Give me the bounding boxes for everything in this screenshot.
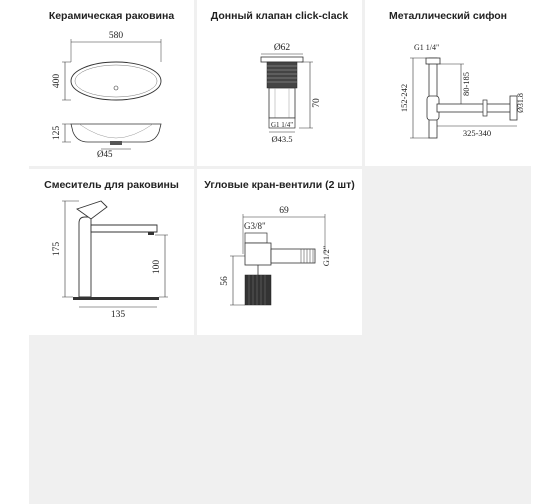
card-title: Угловые кран-вентили (2 шт)	[204, 179, 355, 191]
dim-bottom-diameter: Ø43.5	[271, 134, 293, 144]
card-title: Металлический сифон	[388, 10, 508, 22]
siphon-drawing	[365, 0, 531, 166]
spec-grid	[29, 0, 531, 504]
dim-height: 56	[220, 276, 230, 286]
dim-inlet-thread: G3/8"	[244, 221, 266, 231]
dim-total-height: 175	[52, 241, 62, 257]
dim-outlet-thread: G1/2"	[321, 245, 331, 267]
dim-top-diameter: Ø62	[273, 43, 291, 53]
angle-valve-drawing	[197, 169, 362, 335]
card-title: Керамическая раковина	[48, 10, 175, 22]
dim-height: 70	[312, 98, 322, 108]
valve-drawing	[197, 0, 362, 166]
card-title: Донный клапан click-clack	[210, 10, 349, 22]
mixer-drawing	[29, 169, 194, 335]
dim-reach-range: 325-340	[462, 128, 492, 138]
card-metal-siphon	[365, 0, 531, 166]
dim-depth: 400	[52, 73, 62, 89]
dim-pipe-diameter: Ø31.8	[516, 93, 525, 113]
dim-spout-height: 100	[152, 259, 162, 275]
dim-length: 69	[279, 206, 289, 216]
dim-drain: Ø45	[97, 149, 113, 159]
card-basin-mixer	[29, 169, 194, 335]
sink-drawing	[29, 0, 194, 166]
dim-height-range: 152-242	[399, 83, 409, 113]
card-title: Смеситель для раковины	[44, 179, 179, 191]
dim-width: 580	[108, 31, 124, 41]
card-ceramic-sink	[29, 0, 194, 166]
dim-drop-range: 80-185	[461, 71, 471, 97]
dim-thread: G1 1/4"	[414, 43, 440, 52]
dim-height: 125	[52, 125, 62, 141]
card-angle-valves	[197, 169, 362, 335]
dim-thread: G1 1/4"	[270, 121, 294, 129]
card-drain-valve	[197, 0, 362, 166]
dim-length: 135	[110, 310, 126, 320]
